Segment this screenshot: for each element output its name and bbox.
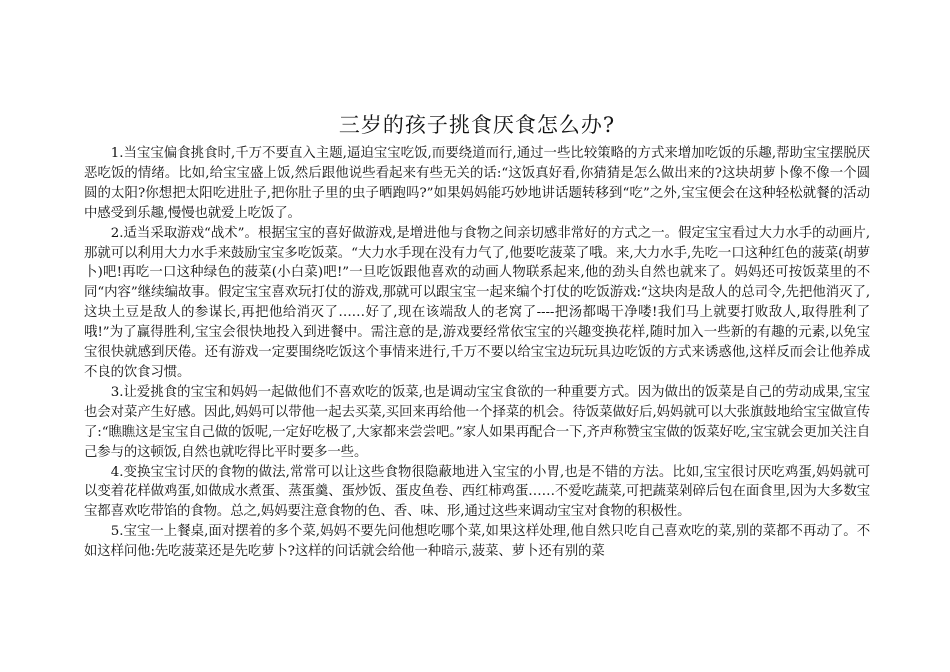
paragraph-2: 2.适当采取游戏“战术”。根据宝宝的喜好做游戏,是增进他与食物之间亲切感非常好的方式之一。假定宝宝看过大力水手的动画片,那就可以利用大力水手来鼓励宝宝多吃饭菜。“大力水手现在没有力气了,他要吃菠菜了哦。来,大力水手,先吃一口这种红色的菠菜(胡萝卜)吧!再吃一口这种绿色的菠菜(小白菜)吧!”一旦吃饭跟他喜欢的动画人物联系起来,他的劲头自然也就来了。妈妈还可按饭菜里的不同“内容”继续编故事。假定宝宝喜欢玩打仗的游戏,那就可以跟宝宝一起来编个打仗的吃饭游戏:“这块肉是敌人的总司令,先把他消灭了,这块土豆是敌人的参谋长,再把他给消灭了……好了,现在该端敌人的老窝了----把汤都喝干净喽!我们马上就要打败敌人,取得胜利了哦!”为了赢得胜利,宝宝会很快地投入到进餐中。需注意的是,游戏要经常依宝宝的兴趣变换花样,随时加入一些新的有趣的元素,以免宝宝很快就感到厌倦。还有游戏一定要围绕吃饭这个事情来进行,千万不要以给宝宝边玩玩具边吃饭的方式来诱惑他,这样反而会让他养成不良的饮食习惯。 [84,225,870,380]
paragraph-4: 4.变换宝宝讨厌的食物的做法,常常可以让这些食物很隐蔽地进入宝宝的小胃,也是不错的方法。比如,宝宝很讨厌吃鸡蛋,妈妈就可以变着花样做鸡蛋,如做成水煮蛋、蒸蛋羹、蛋炒饭、蛋皮鱼卷、西红柿鸡蛋……不爱吃蔬菜,可把蔬菜剁碎后包在面食里,因为大多数宝宝都喜欢吃带馅的食物。总之,妈妈要注意食物的色、香、味、形,通过这些来调动宝宝对食物的积极性。 [84,464,870,520]
paragraph-5: 5.宝宝一上餐桌,面对摆着的多个菜,妈妈不要先问他想吃哪个菜,如果这样处理,他自然只吃自己喜欢吃的菜,别的菜都不再动了。不如这样问他:先吃菠菜还是先吃萝卜?这样的问话就会给他一种暗示,菠菜、萝卜还有别的菜 [84,524,870,560]
paragraph-3: 3.让爱挑食的宝宝和妈妈一起做他们不喜欢吃的饭菜,也是调动宝宝食欲的一种重要方式。因为做出的饭菜是自己的劳动成果,宝宝也会对菜产生好感。因此,妈妈可以带他一起去买菜,买回来再给他一个择菜的机会。待饭菜做好后,妈妈就可以大张旗鼓地给宝宝做宣传了:“瞧瞧这是宝宝自己做的饭呢,一定好吃极了,大家都来尝尝吧。”家人如果再配合一下,齐声称赞宝宝做的饭菜好吃,宝宝就会更加关注自己参与的这顿饭,自然也就吃得比平时要多一些。 [84,384,870,460]
document-title: 三岁的孩子挑食厌食怎么办? [338,113,616,137]
paragraph-1: 1.当宝宝偏食挑食时,千万不要直入主题,逼迫宝宝吃饭,而要绕道而行,通过一些比较策略的方式来增加吃饭的乐趣,帮助宝宝摆脱厌恶吃饭的情绪。比如,给宝宝盛上饭,然后跟他说些看起来有些无关的话:“这饭真好看,你猜猜是怎么做出来的?这块胡萝卜像不像一个圆圆的太阳?你想把太阳吃进肚子,把你肚子里的虫子晒跑吗?”如果妈妈能巧妙地讲话题转移到“吃”之外,宝宝便会在这种轻松就餐的活动中感受到乐趣,慢慢也就爱上吃饭了。 [84,146,870,221]
document-page [84,110,870,562]
